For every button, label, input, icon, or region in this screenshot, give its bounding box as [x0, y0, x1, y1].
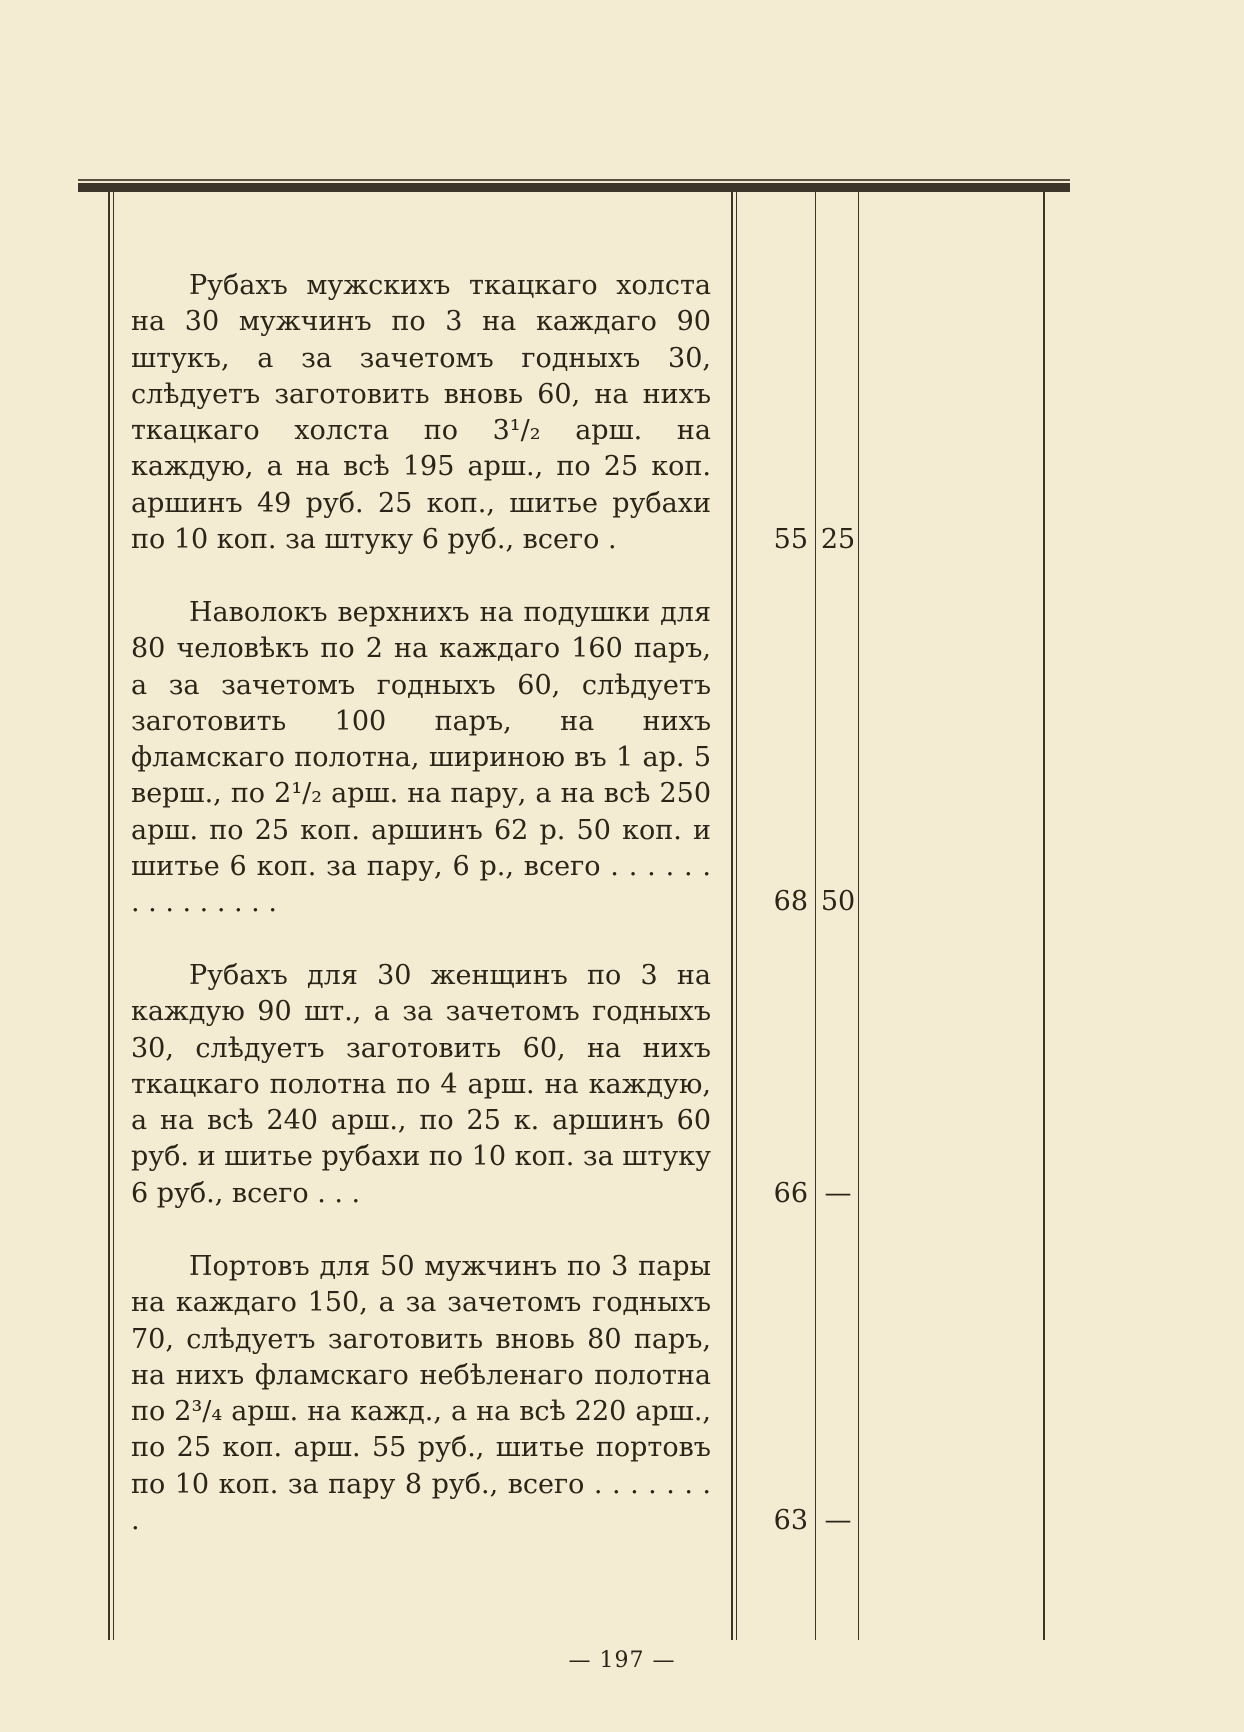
entry-4 [131, 1249, 711, 1539]
entry-4-text: Портовъ для 50 мужчинъ по 3 пары на каждаго 150, а за зачетомъ годныхъ 70, слѣдуетъ заготовить вновь 80 паръ, на нихъ фламскаго небѣленаго полотна по 2³/₄ арш. на кажд., а на всѣ 220 арш., по 25 коп. арш. 55 руб., шитье портовъ по 10 коп. за пару 8 руб., всего . . . . . . . . [131, 1251, 711, 1537]
right-border-line [1043, 192, 1045, 1640]
entry-2-kopeks: 50 [820, 886, 856, 917]
entry-2-rubles: 68 [773, 886, 808, 917]
entry-4-kopeks: — [824, 1505, 852, 1536]
kopeks-right-line [858, 192, 859, 1640]
entry-1-kopeks: 25 [820, 524, 856, 555]
entry-3 [131, 958, 711, 1212]
entry-4-rubles: 63 [773, 1505, 808, 1536]
entry-1-text: Рубахъ мужскихъ ткацкаго холста на 30 мужчинъ по 3 на каждаго 90 штукъ, а за зачетомъ годныхъ 30, слѣдуетъ заготовить вновь 60, на нихъ ткацкаго холста по 3¹/₂ арш. на каждую, а на всѣ 195 арш., по 25 коп. аршинъ 49 руб. 25 коп., шитье рубахи по 10 коп. за штуку 6 руб., всего . [131, 270, 711, 556]
text-column-divider [731, 192, 733, 1640]
rubles-kopeks-divider [815, 192, 816, 1640]
text-column-divider-inner [736, 192, 737, 1640]
entry-3-kopeks: — [824, 1178, 852, 1209]
page-number: — 197 — [568, 1648, 676, 1673]
left-border-line [108, 192, 110, 1640]
entry-2 [131, 595, 711, 922]
entry-1-rubles: 55 [773, 524, 808, 555]
top-rule [78, 183, 1070, 192]
entry-2-text: Наволокъ верхнихъ на подушки для 80 человѣкъ по 2 на каждаго 160 паръ, а за зачетомъ годныхъ 60, слѣдуетъ заготовить 100 паръ, на нихъ фламскаго полотна, шириною въ 1 ар. 5 верш., по 2¹/₂ арш. на пару, а на всѣ 250 арш. по 25 коп. аршинъ 62 р. 50 коп. и шитье 6 коп. за пару, 6 р., всего . . . . . . . . . . . . . . . [131, 597, 711, 919]
entry-1 [131, 268, 711, 558]
left-inner-line [113, 192, 114, 1640]
entry-3-text: Рубахъ для 30 женщинъ по 3 на каждую 90 шт., а за зачетомъ годныхъ 30, слѣдуетъ заготовить 60, на нихъ ткацкаго полотна по 4 арш. на каждую, а на всѣ 240 арш., по 25 к. аршинъ 60 руб. и шитье рубахи по 10 коп. за штуку 6 руб., всего . . . [131, 960, 711, 1209]
entry-3-rubles: 66 [773, 1178, 808, 1209]
